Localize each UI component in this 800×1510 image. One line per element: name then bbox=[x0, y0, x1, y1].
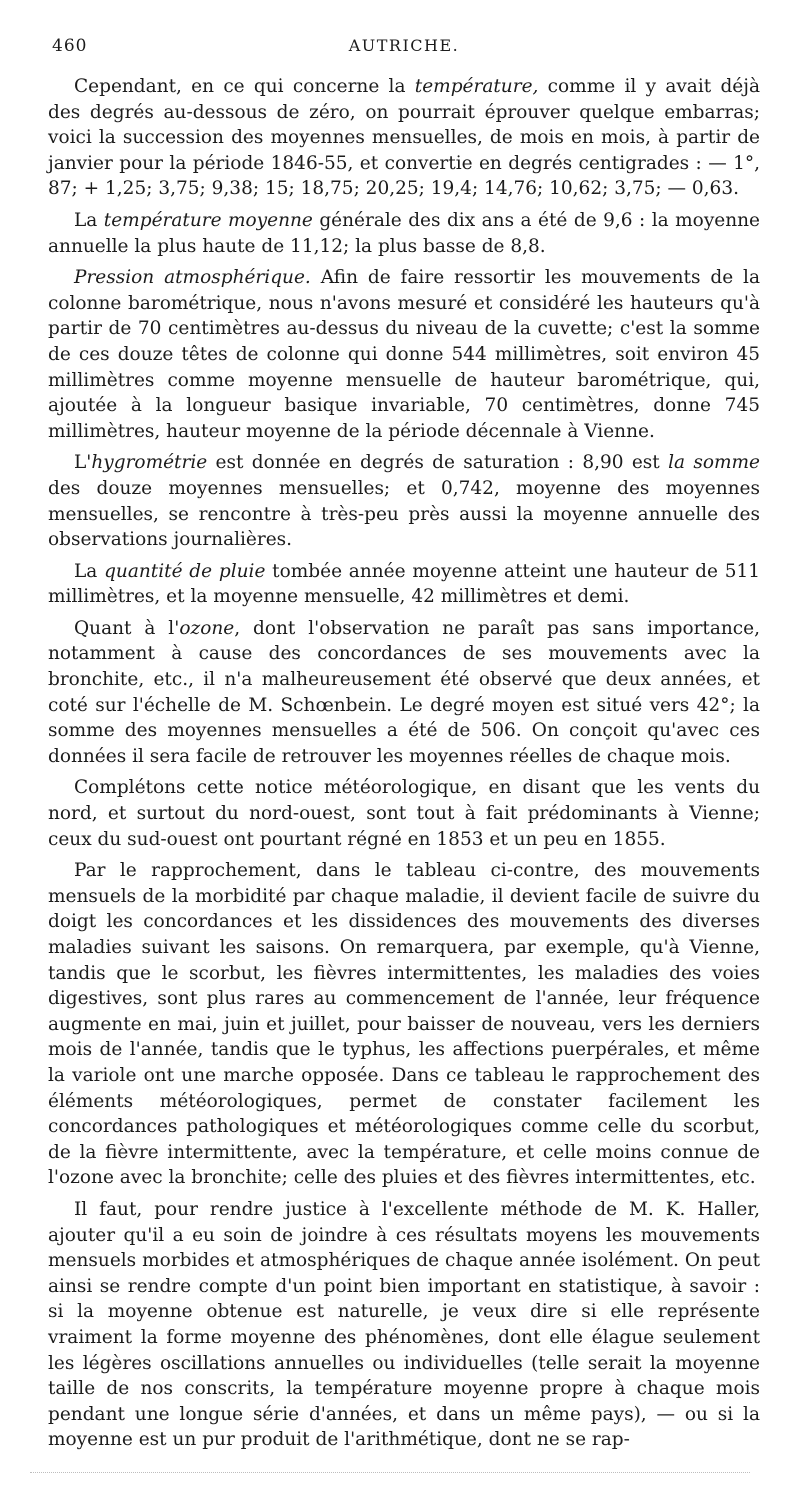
text-run: Par le rapprochement, dans le tableau ci-contre, des mouvements mensuels de la morbidité par chaque maladie, il devient facile de suivre du doigt les concordances et les dissidences des mouvements des diverses maladies suivant les saisons. On remarquera, par exemple, qu'à Vienne, tandis que le scorbut, les fièvres intermittentes, les maladies des voies digestives, sont plus rares au commencement de l'année, leur fréquence augmente en mai, juin et juillet, pour baisser de nouveau, vers les derniers mois de l'année, tandis que le typhus, les affections puerpérales, et même la variole ont une marche opposée. Dans ce tableau le rapprochement des éléments météorologiques, permet de constater facilement les concordances pathologiques et météorologiques comme celle du scorbut, de la fièvre intermittente, avec la température, et celle moins connue de l'ozone avec la bronchite; celle des pluies et des fièvres intermittentes, etc. bbox=[48, 860, 760, 1189]
paragraph bbox=[48, 858, 760, 1191]
text-run: tombée année moyenne atteint une hauteur de 511 millimètres, et la moyenne mensuelle, 42 millimètres et demi. bbox=[48, 560, 761, 608]
text-run: des douze moyennes mensuelles; et 0,742, moyenne des moyennes mensuelles, se rencontre à très-peu près aussi la moyenne annuelle des observations journalières. bbox=[48, 477, 760, 551]
text-run: comme il y avait déjà des degrés au-dessous de zéro, on pourrait éprouver quelque embarras; voici la succession des moyennes mensuelles, de mois en mois, à partir de janvier pour la période 1846-55, et convertie en degrés centigrades : — 1°, 87; + 1,25; 3,75; 9,38; 15; 18,75; 20,25; 19,4; 14,76; 10,62; 3,75; — 0,63. bbox=[48, 76, 761, 200]
italic-text: ozone bbox=[179, 617, 235, 639]
paragraph bbox=[48, 775, 760, 852]
text-run: La bbox=[74, 209, 104, 231]
text-run: La bbox=[74, 560, 105, 582]
paragraph bbox=[48, 450, 760, 552]
text-run: Afin de faire ressortir les mouvements de la colonne barométrique, nous n'avons mesuré et considéré les hauteurs qu'à partir de 70 centimètres au-dessus du niveau de la cuvette; c'est la somme de ces douze têtes de colonne qui donne 544 millimètres, soit environ 45 millimètres comme moyenne mensuelle de hauteur barométrique, qui, ajoutée à la longueur basique invariable, 70 centimètres, donne 745 millimètres, hauteur moyenne de la période décennale à Vienne. bbox=[48, 267, 760, 442]
page-number: 460 bbox=[52, 36, 88, 56]
paragraph bbox=[48, 616, 760, 770]
paragraph bbox=[48, 208, 760, 259]
text-run: Quant à l' bbox=[74, 617, 180, 639]
italic-text: Pression atmosphérique. bbox=[74, 267, 311, 289]
italic-text: quantité de pluie bbox=[104, 560, 266, 582]
italic-text: température, bbox=[414, 76, 539, 97]
italic-text: la somme bbox=[668, 452, 760, 474]
text-run: générale des dix ans a été de 9,6 : la moyenne annuelle la plus haute de 11,12; la plus basse de 8,8. bbox=[48, 209, 760, 257]
running-head: AUTRICHE. bbox=[348, 36, 460, 55]
italic-text: température moyenne bbox=[103, 209, 313, 231]
text-run: Il faut, pour rendre justice à l'excellente méthode de M. K. Haller, ajouter qu'il a eu soin de joindre à ces résultats moyens les mouvements mensuels morbides et atmosphériques de chaque année isolément. On peut ainsi se rendre compte d'un point bien important en statistique, à savoir : si la moyenne obtenue est naturelle, je veux dire si elle représente vraiment la forme moyenne des phénomènes, dont elle élague seulement les légères oscillations annuelles ou individuelles (telle serait la moyenne taille de nos conscrits, la température moyenne propre à chaque mois pendant une longue série d'années, et dans un même pays), — ou si la moyenne est un pur produit de l'arithmétique, dont ne se rap- bbox=[48, 1198, 760, 1451]
text-run: , dont l'observation ne paraît pas sans importance, notamment à cause des concordances de ses mouvements avec la bronchite, etc., il n'a malheureusement été observé que deux années, et coté sur l'échelle de M. Schœnbein. Le degré moyen est situé vers 42°; la somme des moyennes mensuelles a été de 506. On conçoit qu'avec ces données il sera facile de retrouver les moyennes réelles de chaque mois. bbox=[48, 617, 760, 767]
text-run: Complétons cette notice météorologique, en disant que les vents du nord, et surtout du nord-ouest, sont tout à fait prédominants à Vienne; ceux du sud-ouest ont pourtant régné en 1853 et un peu en 1855. bbox=[48, 777, 760, 850]
text-run: Cependant, en ce qui concerne la bbox=[74, 76, 415, 97]
text-run: est donnée en degrés de saturation : 8,90 est bbox=[207, 452, 669, 474]
page-header bbox=[48, 32, 760, 58]
italic-text: hygrométrie bbox=[91, 452, 208, 474]
bottom-scan-marks bbox=[30, 1472, 750, 1474]
paragraph bbox=[48, 1197, 760, 1453]
paragraph bbox=[48, 74, 760, 202]
text-run: L' bbox=[74, 452, 92, 474]
body-text bbox=[48, 74, 760, 1453]
paragraph bbox=[48, 559, 760, 610]
paragraph bbox=[48, 265, 760, 444]
